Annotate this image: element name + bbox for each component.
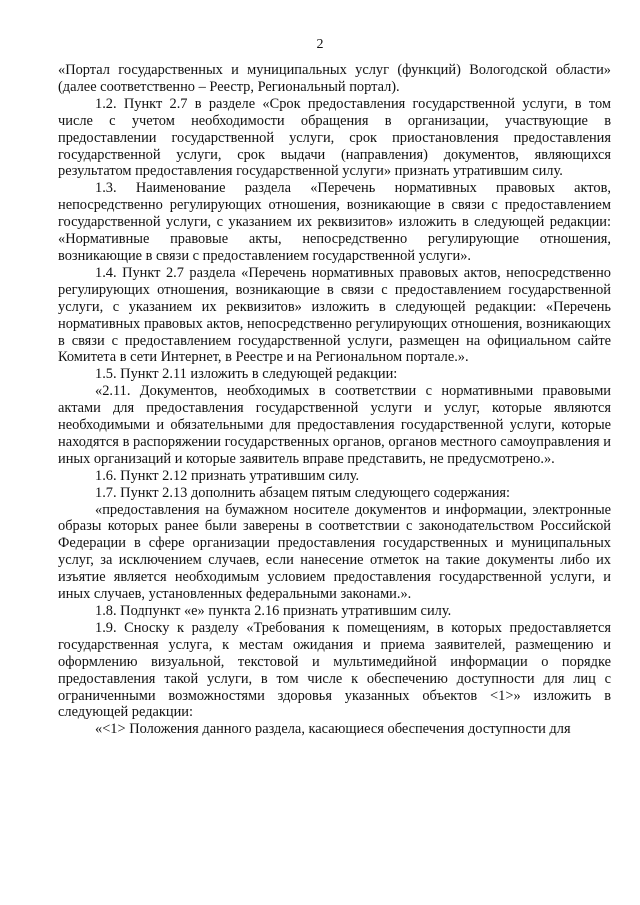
paragraph: 1.3. Наименование раздела «Перечень нормативных правовых актов, непосредственно регулирующих отношения, возникающие в связи с предоставлением государственной услуги, с указанием их реквизитов» изложить в следующей редакции: «Нормативные правовые акты, непосредственно регулирующие отношения, возникающие в связи с предоставлением государственной услуги».	[58, 180, 611, 264]
page-number: 2	[316, 37, 324, 52]
paragraph: 1.6. Пункт 2.12 признать утратившим силу.	[95, 467, 360, 484]
paragraph: 1.2. Пункт 2.7 в разделе «Срок предоставления государственной услуги, в том числе с учетом необходимости обращения в организации, участвующие в предоставлении государственной услуги, срок приостановления предоставления государственной услуги, срок выдачи (направления) документов, являющихся результатом предоставления государственной услуги» признать утратившим силу.	[58, 95, 611, 180]
paragraph: 1.9. Сноску к разделу «Требования к помещениям, в которых предоставляется государственная услуга, к местам ожидания и приема заявителей, размещению и оформлению визуальной, текстовой и мультимедийной информации о порядке предоставления такой услуги, в том числе к обеспечению доступности для лиц с ограниченными возможностями здоровья указанных объектов <1>» изложить в следующей редакции:	[58, 619, 611, 721]
paragraph: 1.5. Пункт 2.11 изложить в следующей редакции:	[95, 366, 398, 383]
paragraph: «2.11. Документов, необходимых в соответствии с нормативными правовыми актами для предоставления государственной услуги и услуг, которые являются необходимыми и обязательными для предоставления государственной услуги, которые находятся в распоряжении государственных органов, органов местного самоуправления и иных организаций и которые заявитель вправе представить, не предусмотрено.».	[58, 383, 611, 467]
paragraph: 1.8. Подпункт «е» пункта 2.16 признать утратившим силу.	[95, 603, 452, 619]
document-body	[58, 62, 611, 738]
paragraph: «предоставления на бумажном носителе документов и информации, электронные образы которых ранее были заверены в соответствии с законодательством Российской Федерации в сфере организации предоставления государственных и муниципальных услуг, за исключением случаев, если нанесение отметок на такие документы либо их изъятие является необходимым условием предоставления государственной услуги, и иных случаев, установленных федеральными законами.».	[58, 501, 611, 603]
paragraph: «<1> Положения данного раздела, касающиеся обеспечения доступности для	[95, 721, 571, 738]
paragraph: 1.4. Пункт 2.7 раздела «Перечень нормативных правовых актов, непосредственно регулирующих отношения, возникающие в связи с предоставлением государственной услуги, с указанием их реквизитов» изложить в следующей редакции: «Перечень нормативных правовых актов, непосредственно регулирующих отношения, возникающих в связи с предоставлением государственной услуги, размещен на официальном сайте Комитета в сети Интернет, в Реестре и на Региональном портале.».	[58, 264, 611, 366]
paragraph: 1.7. Пункт 2.13 дополнить абзацем пятым следующего содержания:	[95, 484, 511, 501]
paragraph: «Портал государственных и муниципальных услуг (функций) Вологодской области» (далее соответственно – Реестр, Региональный портал).	[58, 62, 611, 95]
